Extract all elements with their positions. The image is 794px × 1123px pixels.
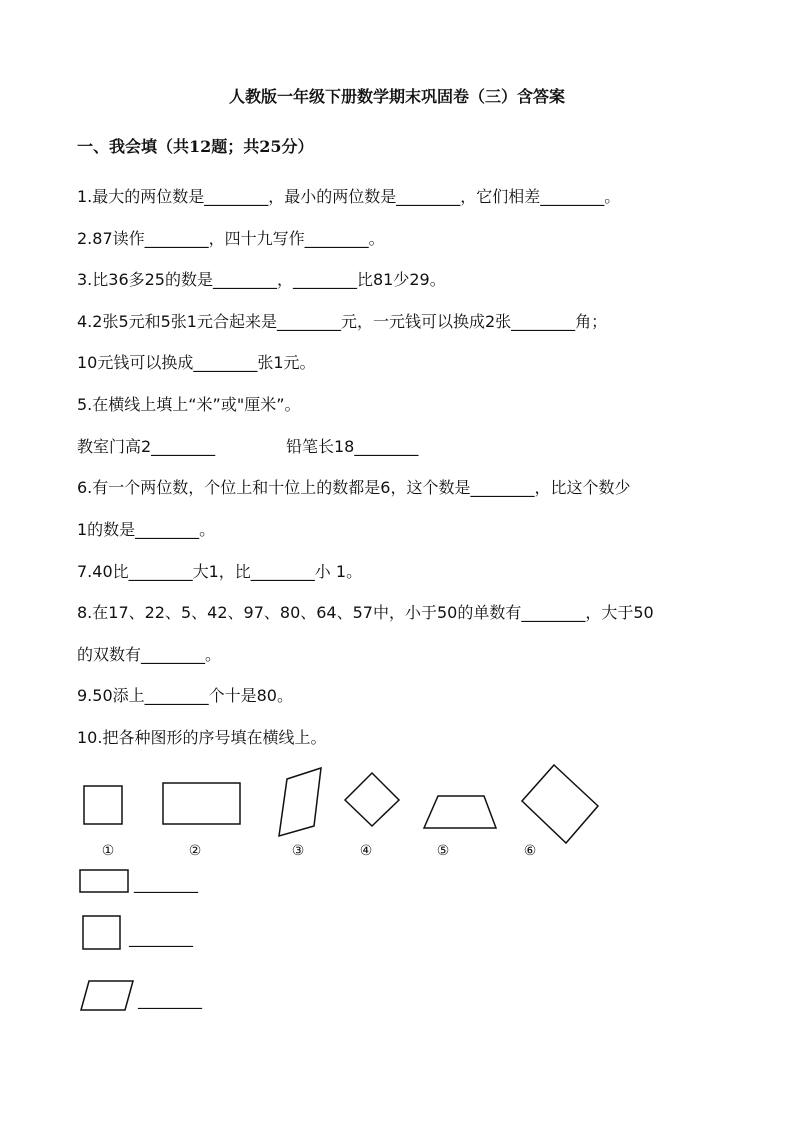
question-8-line-2: 的双数有________。 <box>77 645 222 664</box>
answer-blank-parallelogram: ________ <box>138 990 202 1009</box>
question-5-door-height: 教室门高2________ <box>77 437 216 456</box>
answer-shape-parallelogram <box>81 981 133 1010</box>
shape-label-5: ⑤ <box>436 843 450 859</box>
shape-label-4: ④ <box>359 843 373 859</box>
answer-shape-square <box>83 916 120 949</box>
page-title: 人教版一年级下册数学期末巩固卷（三）含答案 <box>228 87 565 106</box>
section-heading: 一、我会填（共12题；共25分） <box>77 137 314 156</box>
question-7: 7.40比________大1，比________小 1。 <box>77 562 363 581</box>
shape-1-square <box>84 786 122 824</box>
question-5-pencil-length: 铅笔长18________ <box>286 437 419 456</box>
question-1: 1.最大的两位数是________，最小的两位数是________，它们相差________。 <box>77 187 621 206</box>
answer-blank-rectangle: ________ <box>134 874 198 893</box>
shape-label-2: ② <box>188 843 202 859</box>
question-3: 3.比36多25的数是________，________比81少29。 <box>77 270 446 289</box>
question-6-line-1: 6.有一个两位数，个位上和十位上的数都是6，这个数是________，比这个数少 <box>77 478 631 497</box>
shape-5-trapezoid <box>424 796 496 828</box>
shape-3-parallelogram <box>279 768 321 836</box>
shape-6-rotated-rectangle <box>522 765 598 843</box>
shape-2-rectangle <box>163 783 240 824</box>
question-4-line-2: 10元钱可以换成________张1元。 <box>77 353 316 372</box>
question-6-line-2: 1的数是________。 <box>77 520 216 539</box>
question-5-line-1: 5.在横线上填上“米”或"厘米”。 <box>77 395 301 414</box>
question-10: 10.把各种图形的序号填在横线上。 <box>77 728 327 747</box>
answer-shape-rectangle <box>80 870 128 892</box>
answer-blank-square: ________ <box>129 928 193 947</box>
shape-label-1: ① <box>101 843 115 859</box>
question-4-line-1: 4.2张5元和5张1元合起来是________元，一元钱可以换成2张________角； <box>77 312 608 331</box>
shape-label-3: ③ <box>291 843 305 859</box>
shape-4-diamond <box>345 773 399 826</box>
shape-label-6: ⑥ <box>523 843 537 859</box>
question-9: 9.50添上________个十是80。 <box>77 686 293 705</box>
question-8-line-1: 8.在17、22、5、42、97、80、64、57中，小于50的单数有________，大于50 <box>77 603 654 622</box>
question-2: 2.87读作________，四十九写作________。 <box>77 229 385 248</box>
